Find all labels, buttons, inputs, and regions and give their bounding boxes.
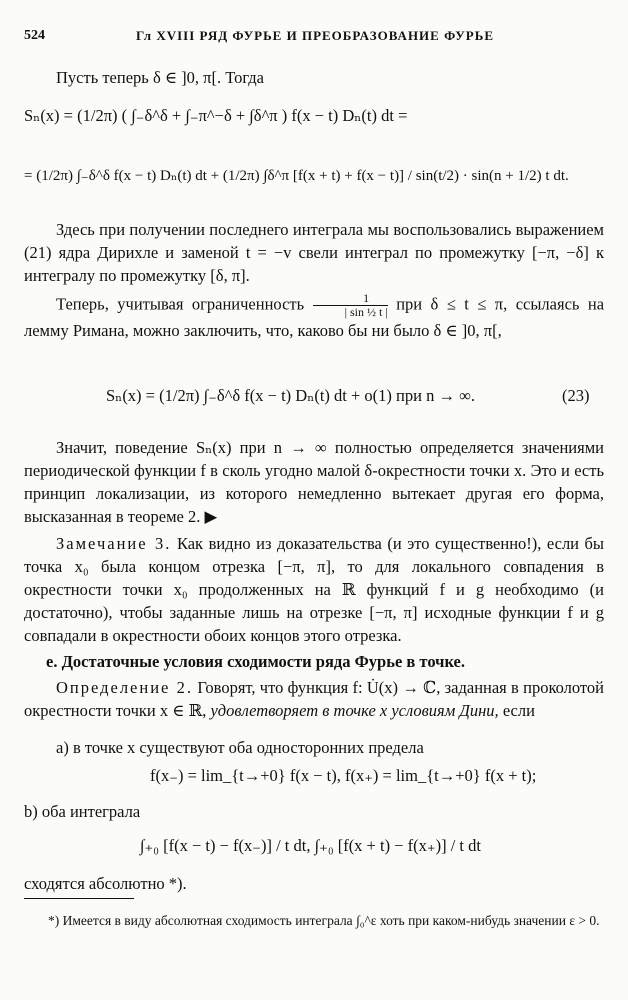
item-a: a) в точке x существуют оба односторонних предела <box>56 738 424 757</box>
page-number: 524 <box>24 28 45 43</box>
item-b: b) оба интеграла <box>24 802 141 821</box>
paragraph-4: Значит, поведение Sₙ(x) при n → ∞ полностью определяется значениями периодической функции f в сколь угодно малой δ-окрестности точки x. Это и есть принцип локализации, из которого немедленно вытекает другая его форма, высказанная в теореме 2. ▶ <box>24 438 604 526</box>
running-head: Гл XVIII РЯД ФУРЬЕ И ПРЕОБРАЗОВАНИЕ ФУРЬЕ <box>136 28 495 43</box>
remark-label: Замечание 3. <box>56 534 172 553</box>
section-heading: e. Достаточные условия сходимости ряда Фурье в точке. <box>46 652 465 671</box>
page-header <box>24 28 604 48</box>
definition-label: Определение 2. <box>56 678 194 697</box>
converge-text: сходятся абсолютно *). <box>24 874 187 893</box>
definition-2 <box>24 676 604 722</box>
remark-3 <box>24 532 604 647</box>
paragraph-3-end: при δ ≤ t ≤ π, ссылаясь на лемму Римана, можно заключить, что, каково бы ни было δ ∈ ]0, π[, <box>24 294 605 340</box>
footnote-rule <box>24 898 134 899</box>
bound-fraction-denominator: | sin ½ t | <box>344 305 388 319</box>
definition-text-start: Говорят, что функция f: U̇(x) → ℂ, заданная в проколотой окрестности точки x ∈ ℝ, <box>24 678 604 720</box>
paragraph-3 <box>24 292 604 342</box>
bound-fraction-numerator: 1 <box>313 292 388 306</box>
equation-1-line-2: = (1/2π) ∫₋δ^δ f(x − t) Dₙ(t) dt + (1/2π) ∫δ^π [f(x + t) + f(x − t)] / sin(t/2) · sin(n + 1/2) t dt. <box>24 168 569 184</box>
paragraph-3-start: Теперь, учитывая ограниченность <box>56 294 305 314</box>
paragraph-1: Пусть теперь δ ∈ ]0, π[. Тогда <box>56 68 264 87</box>
definition-emphasis: удовлетворяет в точке x условиям Дини, <box>210 701 499 720</box>
remark-text: Как видно из доказательства (и это существенно!), если бы точка x₀ была концом отрезка [−π, π], то для локального совпадения в окрестности точки x₀ продолженных на ℝ функций f и g необходимо (и достаточно), чтобы заданные лишь на отрезке [−π, π] исходные функции f и g совпадали в окрестности обоих концов этого отрезка. <box>24 534 604 645</box>
equation-1-line-1: Sₙ(x) = (1/2π) ( ∫₋δ^δ + ∫₋π^−δ + ∫δ^π ) f(x − t) Dₙ(t) dt = <box>24 106 408 125</box>
bound-fraction <box>313 292 388 319</box>
footnote: *) Имеется в виду абсолютная сходимость интеграла ∫₀^ε хоть при каком-нибудь значении ε > 0. <box>48 913 600 928</box>
equation-limits: f(x₋) = lim_{t→+0} f(x − t), f(x₊) = lim_{t→+0} f(x + t); <box>150 766 537 785</box>
equation-23-number: (23) <box>562 386 590 405</box>
equation-23: Sₙ(x) = (1/2π) ∫₋δ^δ f(x − t) Dₙ(t) dt + o(1) при n → ∞. <box>106 386 475 405</box>
paragraph-2: Здесь при получении последнего интеграла мы воспользовались выражением (21) ядра Дирихле и заменой t = −v свели интеграл по промежутку [−π, −δ] к интегралу по промежутку [δ, π]. <box>24 220 604 285</box>
definition-text-end: если <box>502 701 535 720</box>
equation-integrals: ∫₊₀ [f(x − t) − f(x₋)] / t dt, ∫₊₀ [f(x + t) − f(x₊)] / t dt <box>140 836 481 855</box>
